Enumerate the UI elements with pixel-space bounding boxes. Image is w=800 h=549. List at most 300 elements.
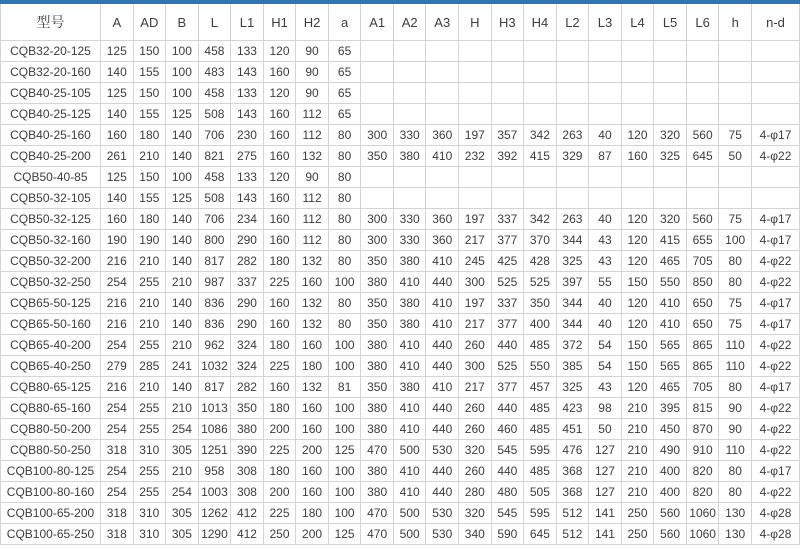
value-cell: 90 — [296, 62, 329, 83]
value-cell: 457 — [524, 377, 557, 398]
value-cell: 400 — [654, 461, 687, 482]
value-cell — [752, 41, 800, 62]
value-cell: 190 — [133, 230, 166, 251]
value-cell — [426, 104, 459, 125]
value-cell: 110 — [719, 356, 752, 377]
value-cell: 210 — [621, 461, 654, 482]
value-cell: 565 — [654, 356, 687, 377]
value-cell: 1032 — [198, 356, 231, 377]
value-cell — [686, 62, 719, 83]
value-cell: 125 — [166, 188, 199, 209]
value-cell — [719, 104, 752, 125]
value-cell — [654, 62, 687, 83]
value-cell: 100 — [166, 83, 199, 104]
value-cell: 254 — [101, 272, 134, 293]
value-cell: 87 — [589, 146, 622, 167]
value-cell — [654, 188, 687, 209]
table-header — [1, 4, 800, 41]
value-cell: 308 — [231, 461, 264, 482]
value-cell — [491, 62, 524, 83]
value-cell: 1060 — [686, 524, 719, 545]
value-cell: 275 — [231, 146, 264, 167]
column-header-L3: L3 — [589, 4, 622, 41]
value-cell: 160 — [263, 104, 296, 125]
value-cell: 120 — [621, 125, 654, 146]
value-cell: 255 — [133, 482, 166, 503]
value-cell: 705 — [686, 377, 719, 398]
value-cell: 480 — [491, 482, 524, 503]
value-cell: 800 — [198, 230, 231, 251]
value-cell — [393, 167, 426, 188]
value-cell: 234 — [231, 209, 264, 230]
value-cell: 80 — [719, 272, 752, 293]
column-header-A2: A2 — [393, 4, 426, 41]
value-cell: 140 — [166, 146, 199, 167]
value-cell: 4-φ22 — [752, 482, 800, 503]
value-cell: 410 — [426, 251, 459, 272]
value-cell: 380 — [361, 482, 394, 503]
value-cell: 380 — [361, 461, 394, 482]
value-cell: 565 — [654, 335, 687, 356]
value-cell: 210 — [621, 482, 654, 503]
value-cell: 54 — [589, 335, 622, 356]
value-cell: 254 — [101, 398, 134, 419]
value-cell — [361, 188, 394, 209]
value-cell: 232 — [459, 146, 492, 167]
value-cell: 4-φ22 — [752, 251, 800, 272]
column-header-h: h — [719, 4, 752, 41]
value-cell: 150 — [621, 272, 654, 293]
value-cell: 132 — [296, 146, 329, 167]
value-cell: 125 — [328, 524, 361, 545]
value-cell: 160 — [263, 230, 296, 251]
column-header-L2: L2 — [556, 4, 589, 41]
value-cell: 254 — [101, 461, 134, 482]
value-cell: 836 — [198, 314, 231, 335]
value-cell: 127 — [589, 482, 622, 503]
value-cell: 143 — [231, 104, 264, 125]
value-cell: 400 — [654, 482, 687, 503]
value-cell: 344 — [556, 293, 589, 314]
value-cell: 310 — [133, 503, 166, 524]
value-cell: 216 — [101, 251, 134, 272]
value-cell: 250 — [621, 503, 654, 524]
value-cell: 451 — [556, 419, 589, 440]
value-cell: 254 — [101, 482, 134, 503]
value-cell — [361, 41, 394, 62]
value-cell: 100 — [328, 419, 361, 440]
value-cell: 440 — [491, 398, 524, 419]
value-cell: 140 — [166, 251, 199, 272]
value-cell: 197 — [459, 293, 492, 314]
value-cell: 112 — [296, 188, 329, 209]
value-cell: 4-φ28 — [752, 524, 800, 545]
value-cell: 706 — [198, 209, 231, 230]
value-cell: 75 — [719, 125, 752, 146]
value-cell — [621, 104, 654, 125]
value-cell — [556, 104, 589, 125]
value-cell: 100 — [166, 41, 199, 62]
value-cell — [459, 83, 492, 104]
value-cell: 410 — [393, 335, 426, 356]
value-cell: 500 — [393, 440, 426, 461]
value-cell: 645 — [686, 146, 719, 167]
model-cell: CQB50-32-200 — [1, 251, 101, 272]
value-cell: 210 — [133, 293, 166, 314]
value-cell: 512 — [556, 503, 589, 524]
value-cell — [752, 104, 800, 125]
value-cell: 90 — [296, 167, 329, 188]
column-header-B: B — [166, 4, 199, 41]
value-cell: 820 — [686, 482, 719, 503]
value-cell — [719, 167, 752, 188]
value-cell: 150 — [133, 83, 166, 104]
value-cell: 200 — [296, 440, 329, 461]
table-row — [1, 104, 800, 125]
value-cell: 525 — [491, 356, 524, 377]
value-cell: 465 — [654, 251, 687, 272]
value-cell: 100 — [328, 272, 361, 293]
value-cell: 120 — [621, 251, 654, 272]
value-cell: 40 — [589, 209, 622, 230]
value-cell — [556, 83, 589, 104]
model-cell: CQB32-20-160 — [1, 62, 101, 83]
value-cell: 530 — [426, 440, 459, 461]
value-cell: 440 — [426, 272, 459, 293]
value-cell: 133 — [231, 83, 264, 104]
table-row — [1, 167, 800, 188]
model-cell: CQB100-65-250 — [1, 524, 101, 545]
model-cell: CQB65-50-160 — [1, 314, 101, 335]
value-cell: 360 — [426, 230, 459, 251]
value-cell: 180 — [263, 251, 296, 272]
value-cell: 81 — [328, 377, 361, 398]
table-row — [1, 209, 800, 230]
pump-dimensions-table — [0, 4, 800, 545]
column-header-H1: H1 — [263, 4, 296, 41]
value-cell: 560 — [654, 503, 687, 524]
value-cell: 80 — [328, 251, 361, 272]
value-cell: 428 — [524, 251, 557, 272]
value-cell: 470 — [361, 524, 394, 545]
value-cell: 485 — [524, 419, 557, 440]
value-cell: 140 — [101, 62, 134, 83]
value-cell: 305 — [166, 503, 199, 524]
value-cell — [752, 83, 800, 104]
value-cell: 225 — [263, 356, 296, 377]
value-cell: 460 — [491, 419, 524, 440]
value-cell: 1060 — [686, 503, 719, 524]
value-cell: 141 — [589, 524, 622, 545]
value-cell: 216 — [101, 314, 134, 335]
value-cell: 337 — [491, 293, 524, 314]
value-cell: 225 — [263, 440, 296, 461]
value-cell: 160 — [263, 209, 296, 230]
value-cell: 200 — [296, 524, 329, 545]
value-cell: 817 — [198, 251, 231, 272]
value-cell: 160 — [263, 62, 296, 83]
table-row — [1, 377, 800, 398]
value-cell: 410 — [426, 377, 459, 398]
value-cell: 1013 — [198, 398, 231, 419]
value-cell: 255 — [133, 272, 166, 293]
value-cell: 150 — [133, 167, 166, 188]
value-cell: 160 — [263, 146, 296, 167]
value-cell: 133 — [231, 41, 264, 62]
value-cell: 210 — [166, 272, 199, 293]
value-cell: 210 — [166, 398, 199, 419]
value-cell: 410 — [426, 146, 459, 167]
value-cell: 344 — [556, 230, 589, 251]
model-cell: CQB50-32-105 — [1, 188, 101, 209]
value-cell: 80 — [719, 482, 752, 503]
value-cell: 4-φ17 — [752, 461, 800, 482]
value-cell — [719, 188, 752, 209]
value-cell: 440 — [426, 461, 459, 482]
value-cell: 120 — [263, 41, 296, 62]
value-cell: 140 — [166, 377, 199, 398]
value-cell: 210 — [133, 146, 166, 167]
value-cell — [459, 104, 492, 125]
value-cell — [524, 104, 557, 125]
table-row — [1, 524, 800, 545]
column-header-A: A — [101, 4, 134, 41]
value-cell: 377 — [491, 314, 524, 335]
value-cell — [686, 83, 719, 104]
value-cell: 380 — [393, 314, 426, 335]
value-cell — [556, 188, 589, 209]
value-cell: 706 — [198, 125, 231, 146]
value-cell — [459, 167, 492, 188]
value-cell: 1003 — [198, 482, 231, 503]
value-cell: 4-φ22 — [752, 335, 800, 356]
value-cell: 120 — [263, 83, 296, 104]
value-cell: 310 — [133, 440, 166, 461]
value-cell: 392 — [491, 146, 524, 167]
value-cell: 550 — [654, 272, 687, 293]
value-cell: 357 — [491, 125, 524, 146]
value-cell — [361, 167, 394, 188]
value-cell: 280 — [459, 482, 492, 503]
value-cell: 380 — [393, 293, 426, 314]
column-header-L4: L4 — [621, 4, 654, 41]
value-cell: 476 — [556, 440, 589, 461]
value-cell: 410 — [393, 398, 426, 419]
column-header-L5: L5 — [654, 4, 687, 41]
value-cell — [589, 62, 622, 83]
value-cell — [426, 62, 459, 83]
value-cell: 80 — [328, 167, 361, 188]
value-cell: 50 — [589, 419, 622, 440]
value-cell: 120 — [263, 167, 296, 188]
value-cell: 279 — [101, 356, 134, 377]
value-cell: 125 — [166, 104, 199, 125]
table-row — [1, 398, 800, 419]
value-cell: 210 — [621, 398, 654, 419]
value-cell: 75 — [719, 314, 752, 335]
value-cell: 415 — [524, 146, 557, 167]
value-cell: 865 — [686, 356, 719, 377]
value-cell: 324 — [231, 335, 264, 356]
value-cell: 4-φ22 — [752, 419, 800, 440]
value-cell: 865 — [686, 335, 719, 356]
value-cell: 132 — [296, 314, 329, 335]
value-cell — [719, 41, 752, 62]
value-cell: 75 — [719, 209, 752, 230]
value-cell: 217 — [459, 377, 492, 398]
value-cell: 390 — [231, 440, 264, 461]
value-cell: 530 — [426, 524, 459, 545]
value-cell: 350 — [361, 146, 394, 167]
value-cell — [686, 104, 719, 125]
value-cell: 100 — [328, 461, 361, 482]
value-cell: 485 — [524, 461, 557, 482]
value-cell: 290 — [231, 230, 264, 251]
model-cell: CQB80-65-160 — [1, 398, 101, 419]
value-cell: 260 — [459, 335, 492, 356]
value-cell — [752, 167, 800, 188]
value-cell: 372 — [556, 335, 589, 356]
value-cell: 250 — [263, 524, 296, 545]
value-cell: 470 — [361, 440, 394, 461]
value-cell: 485 — [524, 398, 557, 419]
value-cell — [719, 83, 752, 104]
value-cell: 1262 — [198, 503, 231, 524]
column-header-AD: AD — [133, 4, 166, 41]
value-cell: 150 — [621, 335, 654, 356]
value-cell: 1086 — [198, 419, 231, 440]
value-cell: 155 — [133, 188, 166, 209]
value-cell: 100 — [328, 398, 361, 419]
value-cell: 337 — [231, 272, 264, 293]
value-cell: 100 — [328, 335, 361, 356]
value-cell: 255 — [133, 398, 166, 419]
value-cell: 470 — [361, 503, 394, 524]
value-cell: 440 — [491, 335, 524, 356]
value-cell: 300 — [361, 125, 394, 146]
value-cell — [556, 62, 589, 83]
value-cell: 80 — [328, 146, 361, 167]
value-cell: 180 — [296, 356, 329, 377]
value-cell: 377 — [491, 377, 524, 398]
value-cell: 160 — [296, 482, 329, 503]
value-cell — [426, 188, 459, 209]
column-header-H4: H4 — [524, 4, 557, 41]
value-cell: 132 — [296, 293, 329, 314]
value-cell: 821 — [198, 146, 231, 167]
value-cell: 255 — [133, 335, 166, 356]
value-cell: 1251 — [198, 440, 231, 461]
value-cell: 100 — [328, 482, 361, 503]
value-cell — [654, 104, 687, 125]
value-cell: 100 — [166, 167, 199, 188]
table-row — [1, 125, 800, 146]
value-cell: 282 — [231, 377, 264, 398]
value-cell: 120 — [621, 209, 654, 230]
value-cell: 210 — [621, 419, 654, 440]
value-cell: 210 — [166, 335, 199, 356]
value-cell: 143 — [231, 188, 264, 209]
value-cell: 525 — [491, 272, 524, 293]
value-cell: 90 — [719, 419, 752, 440]
model-cell: CQB40-25-200 — [1, 146, 101, 167]
value-cell — [556, 167, 589, 188]
table-row — [1, 62, 800, 83]
value-cell: 350 — [524, 293, 557, 314]
value-cell — [393, 104, 426, 125]
value-cell: 4-φ17 — [752, 293, 800, 314]
value-cell — [654, 83, 687, 104]
value-cell: 140 — [166, 209, 199, 230]
value-cell: 55 — [589, 272, 622, 293]
value-cell: 180 — [296, 503, 329, 524]
value-cell — [524, 41, 557, 62]
value-cell: 125 — [101, 83, 134, 104]
table-row — [1, 251, 800, 272]
value-cell: 360 — [426, 125, 459, 146]
value-cell: 80 — [328, 293, 361, 314]
value-cell: 560 — [686, 125, 719, 146]
value-cell — [589, 104, 622, 125]
value-cell — [752, 62, 800, 83]
value-cell: 4-φ22 — [752, 398, 800, 419]
header-row — [1, 4, 800, 41]
value-cell: 160 — [296, 272, 329, 293]
value-cell — [654, 41, 687, 62]
model-cell: CQB100-65-200 — [1, 503, 101, 524]
value-cell: 325 — [556, 251, 589, 272]
value-cell — [524, 62, 557, 83]
value-cell — [393, 83, 426, 104]
value-cell: 260 — [459, 419, 492, 440]
value-cell: 80 — [719, 251, 752, 272]
table-row — [1, 230, 800, 251]
value-cell: 415 — [654, 230, 687, 251]
value-cell: 595 — [524, 503, 557, 524]
value-cell: 508 — [198, 188, 231, 209]
value-cell: 380 — [393, 377, 426, 398]
value-cell: 410 — [393, 272, 426, 293]
value-cell: 817 — [198, 377, 231, 398]
value-cell: 112 — [296, 230, 329, 251]
value-cell: 440 — [426, 419, 459, 440]
value-cell: 360 — [426, 209, 459, 230]
value-cell: 120 — [621, 293, 654, 314]
value-cell — [524, 83, 557, 104]
value-cell — [393, 41, 426, 62]
value-cell: 325 — [654, 146, 687, 167]
value-cell: 465 — [654, 377, 687, 398]
model-cell: CQB65-40-200 — [1, 335, 101, 356]
value-cell: 650 — [686, 314, 719, 335]
value-cell: 380 — [393, 251, 426, 272]
value-cell: 4-φ17 — [752, 209, 800, 230]
value-cell: 100 — [719, 230, 752, 251]
value-cell: 340 — [459, 524, 492, 545]
value-cell: 410 — [426, 314, 459, 335]
value-cell: 550 — [524, 356, 557, 377]
value-cell: 380 — [361, 272, 394, 293]
value-cell: 80 — [328, 188, 361, 209]
model-cell: CQB80-50-250 — [1, 440, 101, 461]
value-cell: 395 — [654, 398, 687, 419]
value-cell: 4-φ22 — [752, 356, 800, 377]
table-row — [1, 146, 800, 167]
value-cell — [524, 167, 557, 188]
value-cell: 508 — [198, 104, 231, 125]
value-cell: 368 — [556, 482, 589, 503]
column-header-L1: L1 — [231, 4, 264, 41]
